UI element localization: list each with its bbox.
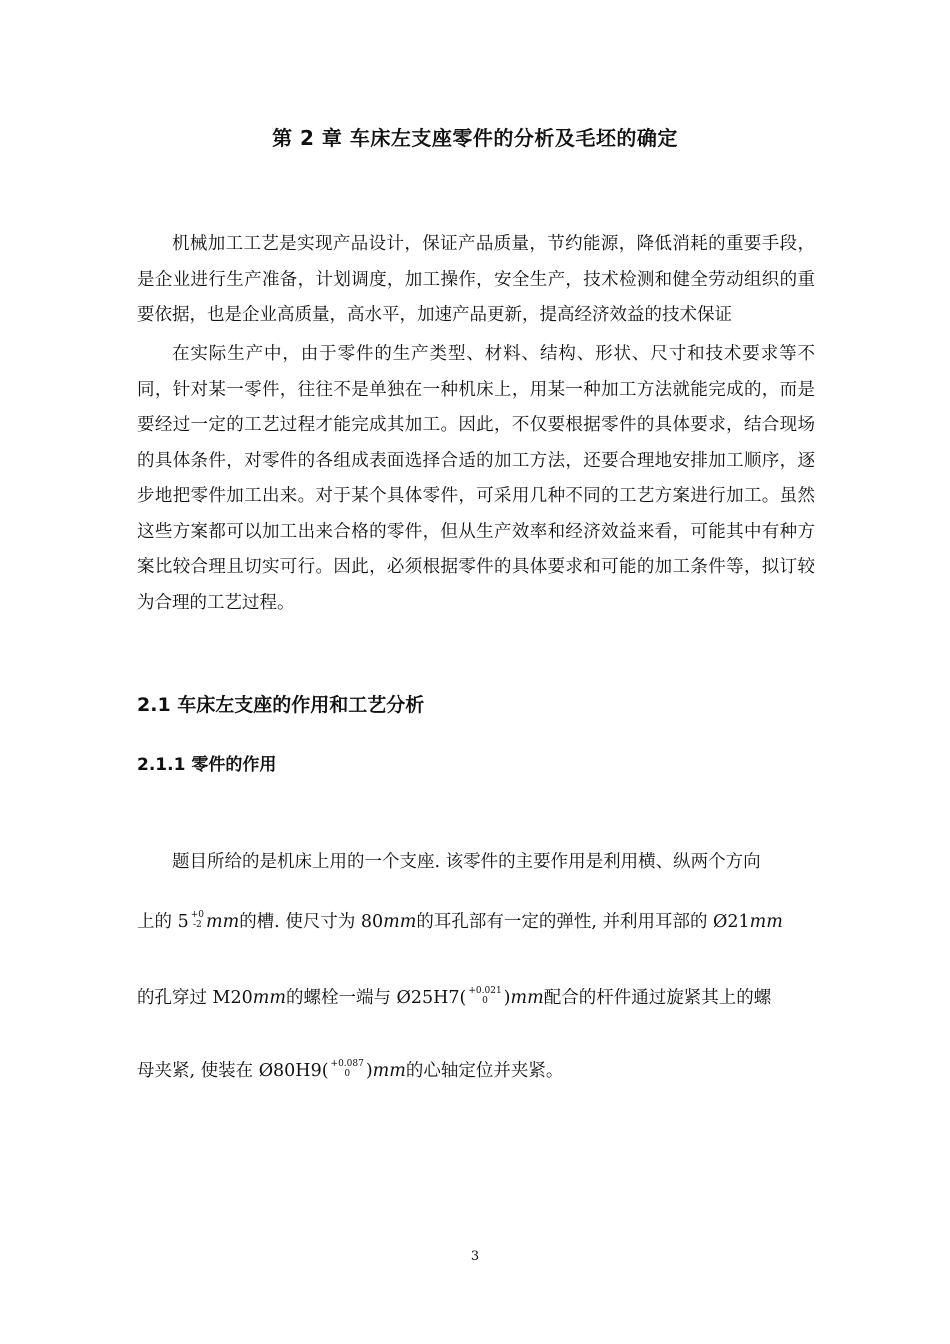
- unit-mm: mm: [383, 912, 417, 932]
- function-line-2: [137, 908, 815, 933]
- page-number: 3: [470, 1249, 480, 1264]
- tolerance-lower: 0: [344, 1068, 351, 1079]
- function-line-3: [137, 984, 815, 1009]
- unit-mm: mm: [372, 1061, 406, 1081]
- function-text: 题目所给的是机床上用的一个支座. 该零件的主要作用是利用横、纵两个方向: [172, 852, 761, 872]
- section-heading-2-1: 2.1 车床左支座的作用和工艺分析: [137, 694, 425, 716]
- function-line-1: [172, 848, 815, 873]
- paragraph-1: 机械加工工艺是实现产品设计，保证产品质量，节约能源，降低消耗的重要手段，是企业进行生产准备，计划调度，加工操作，安全生产，技术检测和健全劳动组织的重要依据，也是企业高质量，高水平，加速产品更新，提高经济效益的技术保证: [137, 234, 815, 325]
- tolerance-upper: +0.087: [330, 1058, 364, 1069]
- tolerance-5: [191, 910, 204, 930]
- function-text: 母夹紧, 使装在 Ø80H9(: [137, 1061, 329, 1081]
- function-text: ): [503, 988, 511, 1008]
- function-line-4: [137, 1057, 815, 1082]
- tolerance-upper: +0: [190, 909, 204, 920]
- tolerance-upper: +0.021: [468, 985, 502, 996]
- tolerance-lower: -2: [192, 919, 202, 930]
- unit-mm: mm: [510, 988, 544, 1008]
- unit-mm: mm: [749, 912, 783, 932]
- unit-mm: mm: [205, 912, 240, 932]
- function-text: 的孔穿过 M20: [137, 988, 253, 1008]
- tolerance-h7: [468, 986, 501, 1006]
- section-heading-2-1-1: 2.1.1 零件的作用: [137, 755, 277, 775]
- function-text: 的心轴定位并夹紧。: [405, 1061, 564, 1081]
- tolerance-lower: 0: [482, 995, 488, 1006]
- function-text: 的螺栓一端与 Ø25H7(: [285, 988, 467, 1008]
- paragraph-2: 在实际生产中，由于零件的生产类型、材料、结构、形状、尺寸和技术要求等不同，针对某一零件，往往不是单独在一种机床上，用某一种加工方法就能完成的，而是要经过一定的工艺过程才能完成其加工。因此，不仅要根据零件的具体要求，结合现场的具体条件，对零件的各组成表面选择合适的加工方法，还要合理地安排加工顺序，逐步地把零件加工出来。对于某个具体零件，可采用几种不同的工艺方案进行加工。虽然这些方案都可以加工出来合格的零件，但从生产效率和经济效益来看，可能其中有种方案比较合理且切实可行。因此，必须根据零件的具体要求和可能的加工条件等，拟订较为合理的工艺过程。: [137, 344, 815, 613]
- function-text: 的耳孔部有一定的弹性, 并利用耳部的 Ø21: [416, 912, 750, 932]
- function-text: 配合的杆件通过旋紧其上的螺: [543, 988, 772, 1008]
- unit-mm: mm: [252, 988, 286, 1008]
- function-text: 上的 5: [137, 912, 189, 932]
- function-text: 的槽. 使尺寸为 80: [239, 912, 384, 932]
- function-text: ): [365, 1061, 373, 1081]
- tolerance-h9: [331, 1059, 364, 1079]
- chapter-title: 第 2 章 车床左支座零件的分析及毛坯的确定: [272, 126, 678, 150]
